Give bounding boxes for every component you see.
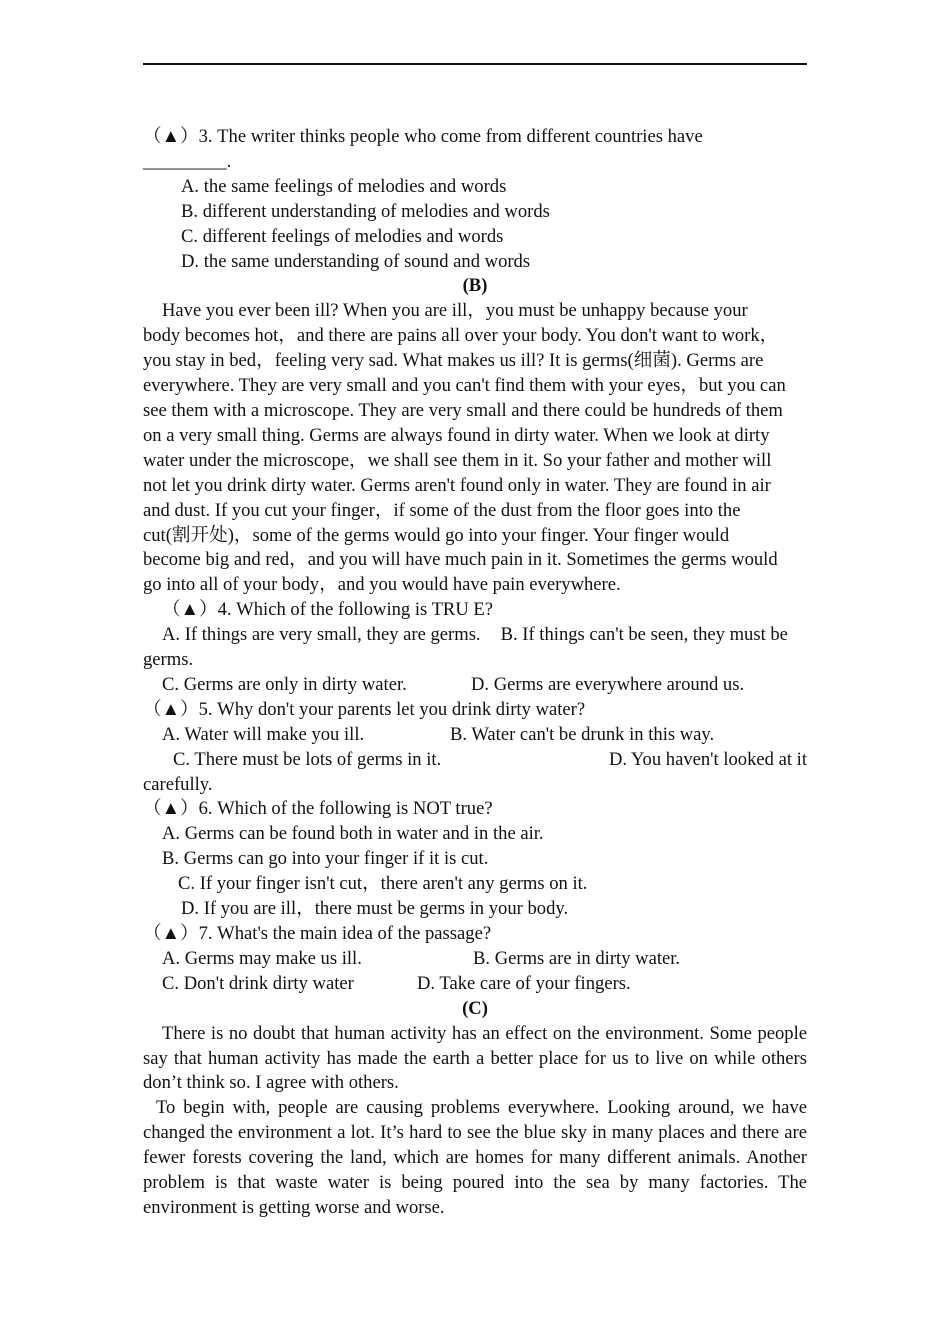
section-c-paragraph-2: To begin with, people are causing problems everywhere. Looking around, we have changed the environment a lot. It’s hard to see the blue sky in many places and there are fewer forests covering the land, which are homes for many different animals. Another problem is that waste water is being poured into the sea by many factories. The environment is getting worse and worse. bbox=[143, 1097, 807, 1218]
q6-stem: （▲）6. Which of the following is NOT true? bbox=[143, 798, 493, 820]
passage-line: everywhere. They are very small and you can't find them with your eyes，but you can bbox=[143, 375, 786, 397]
q5-option-d: D. You haven't looked at it bbox=[608, 748, 807, 770]
passage-line: body becomes hot，and there are pains all over your body. You don't want to work， bbox=[143, 325, 779, 347]
q6-option-a: A. Germs can be found both in water and in the air. bbox=[162, 823, 544, 845]
q4-option-c: C. Germs are only in dirty water. bbox=[162, 673, 407, 695]
passage-line: cut(割开处)，some of the germs would go into your finger. Your finger would bbox=[143, 524, 730, 546]
section-c-heading: (C) bbox=[462, 997, 488, 1019]
section-b-heading: (B) bbox=[462, 275, 488, 297]
q3-option-c: C. different feelings of melodies and words bbox=[181, 225, 504, 247]
passage-line: water under the microscope，we shall see them in it. So your father and mother will bbox=[143, 449, 772, 471]
passage-line: Have you ever been ill? When you are ill，you must be unhappy because your bbox=[162, 300, 748, 322]
passage-line: see them with a microscope. They are very small and there could be hundreds of them bbox=[143, 399, 783, 421]
q4-options-cd bbox=[143, 673, 807, 698]
q7-stem: （▲）7. What's the main idea of the passage? bbox=[143, 923, 492, 944]
q7-option-b: B. Germs are in dirty water. bbox=[473, 947, 681, 969]
q3-stem: （▲）3. The writer thinks people who come from different countries have bbox=[143, 126, 703, 147]
q5-option-b: B. Water can't be drunk in this way. bbox=[450, 723, 715, 745]
q6-option-c: C. If your finger isn't cut，there aren't any germs on it. bbox=[178, 873, 588, 895]
q5-option-d-cont: carefully. bbox=[143, 773, 213, 795]
section-c-paragraph-1: There is no doubt that human activity has an effect on the environment. Some people say that human activity has made the earth a better place for us to live on while others don’t think so. I agree with others. bbox=[143, 1022, 807, 1094]
q3-option-b: B. different understanding of melodies and words bbox=[181, 200, 550, 222]
q4-option-d: D. Germs are everywhere around us. bbox=[471, 673, 745, 695]
q5-option-a: A. Water will make you ill. bbox=[162, 723, 365, 745]
passage-line: go into all of your body，and you would have pain everywhere. bbox=[143, 574, 621, 596]
q5-option-c: C. There must be lots of germs in it. bbox=[173, 748, 442, 770]
q4-option-b-cont: germs. bbox=[143, 649, 194, 671]
q6-option-d: D. If you are ill，there must be germs in your body. bbox=[181, 898, 569, 920]
section-b-passage bbox=[143, 299, 807, 598]
passage-line: become big and red，and you will have much pain in it. Sometimes the germs would bbox=[143, 549, 778, 571]
q5-options-ab bbox=[143, 723, 807, 748]
passage-line: you stay in bed，feeling very sad. What makes us ill? It is germs(细菌). Germs are bbox=[143, 350, 764, 372]
q7-option-c: C. Don't drink dirty water bbox=[162, 972, 354, 994]
q7-options-cd bbox=[143, 972, 807, 997]
q5-options-cd bbox=[143, 748, 807, 773]
q3-option-a: A. the same feelings of melodies and words bbox=[181, 175, 507, 197]
q4-stem: （▲）4. Which of the following is TRU E? bbox=[162, 599, 494, 621]
q7-option-a: A. Germs may make us ill. bbox=[162, 947, 362, 969]
document-body bbox=[143, 125, 807, 1221]
passage-line: and dust. If you cut your finger，if some of the dust from the floor goes into the bbox=[143, 499, 741, 521]
q5-stem: （▲）5. Why don't your parents let you drink dirty water? bbox=[143, 698, 586, 720]
q3-option-d: D. the same understanding of sound and words bbox=[181, 250, 531, 272]
q4-options-ab bbox=[143, 623, 807, 648]
header-rule bbox=[143, 63, 807, 65]
q3-blank: _________. bbox=[143, 150, 232, 172]
passage-line: not let you drink dirty water. Germs aren't found only in water. They are found in air bbox=[143, 474, 771, 496]
passage-line: on a very small thing. Germs are always found in dirty water. When we look at dirty bbox=[143, 424, 770, 446]
q7-options-ab bbox=[143, 947, 807, 972]
q4-option-b: B. If things can't be seen, they must be bbox=[500, 624, 788, 646]
q4-option-a: A. If things are very small, they are germs. bbox=[162, 624, 481, 646]
q7-option-d: D. Take care of your fingers. bbox=[417, 972, 631, 994]
q6-option-b: B. Germs can go into your finger if it is cut. bbox=[162, 848, 489, 870]
